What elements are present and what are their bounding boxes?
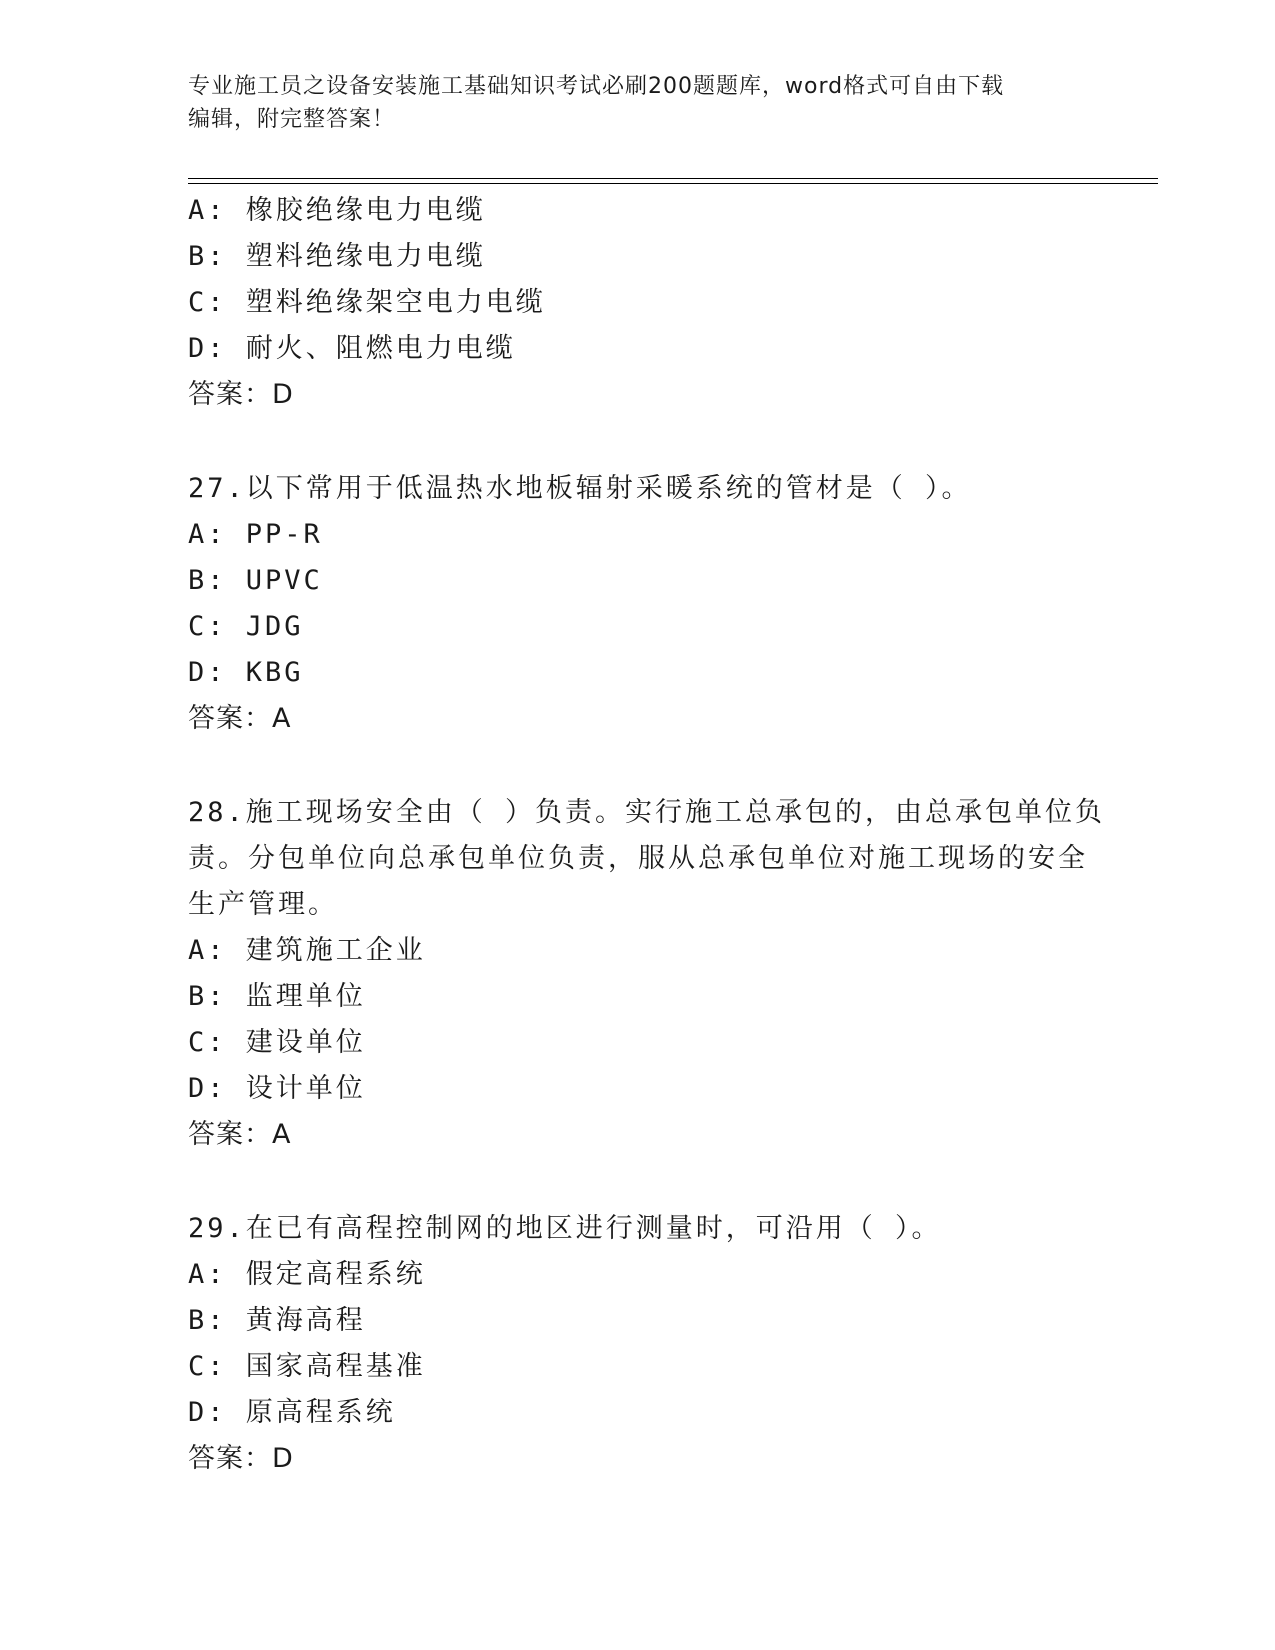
answer-line: 答案：D (188, 1443, 294, 1474)
answer-line: 答案：A (188, 1119, 292, 1150)
option-d: D: 原高程系统 (188, 1397, 396, 1428)
option-c: C: 国家高程基准 (188, 1351, 426, 1382)
question-stem: 27.以下常用于低温热水地板辐射采暖系统的管材是（ ）。 (188, 473, 972, 504)
header-divider-bottom (188, 183, 1158, 184)
option-d: D: 耐火、阻燃电力电缆 (188, 333, 516, 364)
question-stem: 29.在已有高程控制网的地区进行测量时，可沿用（ ）。 (188, 1213, 942, 1244)
header-line-1: 专业施工员之设备安装施工基础知识考试必刷200题题库，word格式可自由下载 (188, 74, 1005, 99)
option-d: D: 设计单位 (188, 1073, 366, 1104)
question-stem-line-3: 生产管理。 (188, 889, 338, 920)
option-d: D: KBG (188, 657, 304, 688)
option-b: B: 塑料绝缘电力电缆 (188, 241, 486, 272)
option-a: A: 橡胶绝缘电力电缆 (188, 195, 486, 226)
option-c: C: 建设单位 (188, 1027, 366, 1058)
document-header (188, 70, 1068, 136)
question-29 (188, 1206, 1088, 1482)
question-list (188, 188, 1106, 1482)
header-divider-top (188, 178, 1158, 179)
option-a: A: 假定高程系统 (188, 1259, 426, 1290)
option-c: C: 塑料绝缘架空电力电缆 (188, 287, 546, 318)
question-stem-line-2: 责。分包单位向总承包单位负责，服从总承包单位对施工现场的安全 (188, 843, 1088, 874)
answer-line: 答案：A (188, 703, 292, 734)
option-a: A: 建筑施工企业 (188, 935, 426, 966)
option-a: A: PP-R (188, 519, 323, 550)
option-b: B: 黄海高程 (188, 1305, 366, 1336)
option-b: B: UPVC (188, 565, 323, 596)
question-27 (188, 466, 1088, 742)
question-26 (188, 188, 1088, 418)
question-28 (188, 790, 1106, 1158)
option-c: C: JDG (188, 611, 304, 642)
option-b: B: 监理单位 (188, 981, 366, 1012)
question-stem-line-1: 28.施工现场安全由（ ）负责。实行施工总承包的，由总承包单位负 (188, 797, 1106, 828)
header-line-2: 编辑，附完整答案！ (188, 107, 396, 132)
answer-line: 答案：D (188, 379, 294, 410)
